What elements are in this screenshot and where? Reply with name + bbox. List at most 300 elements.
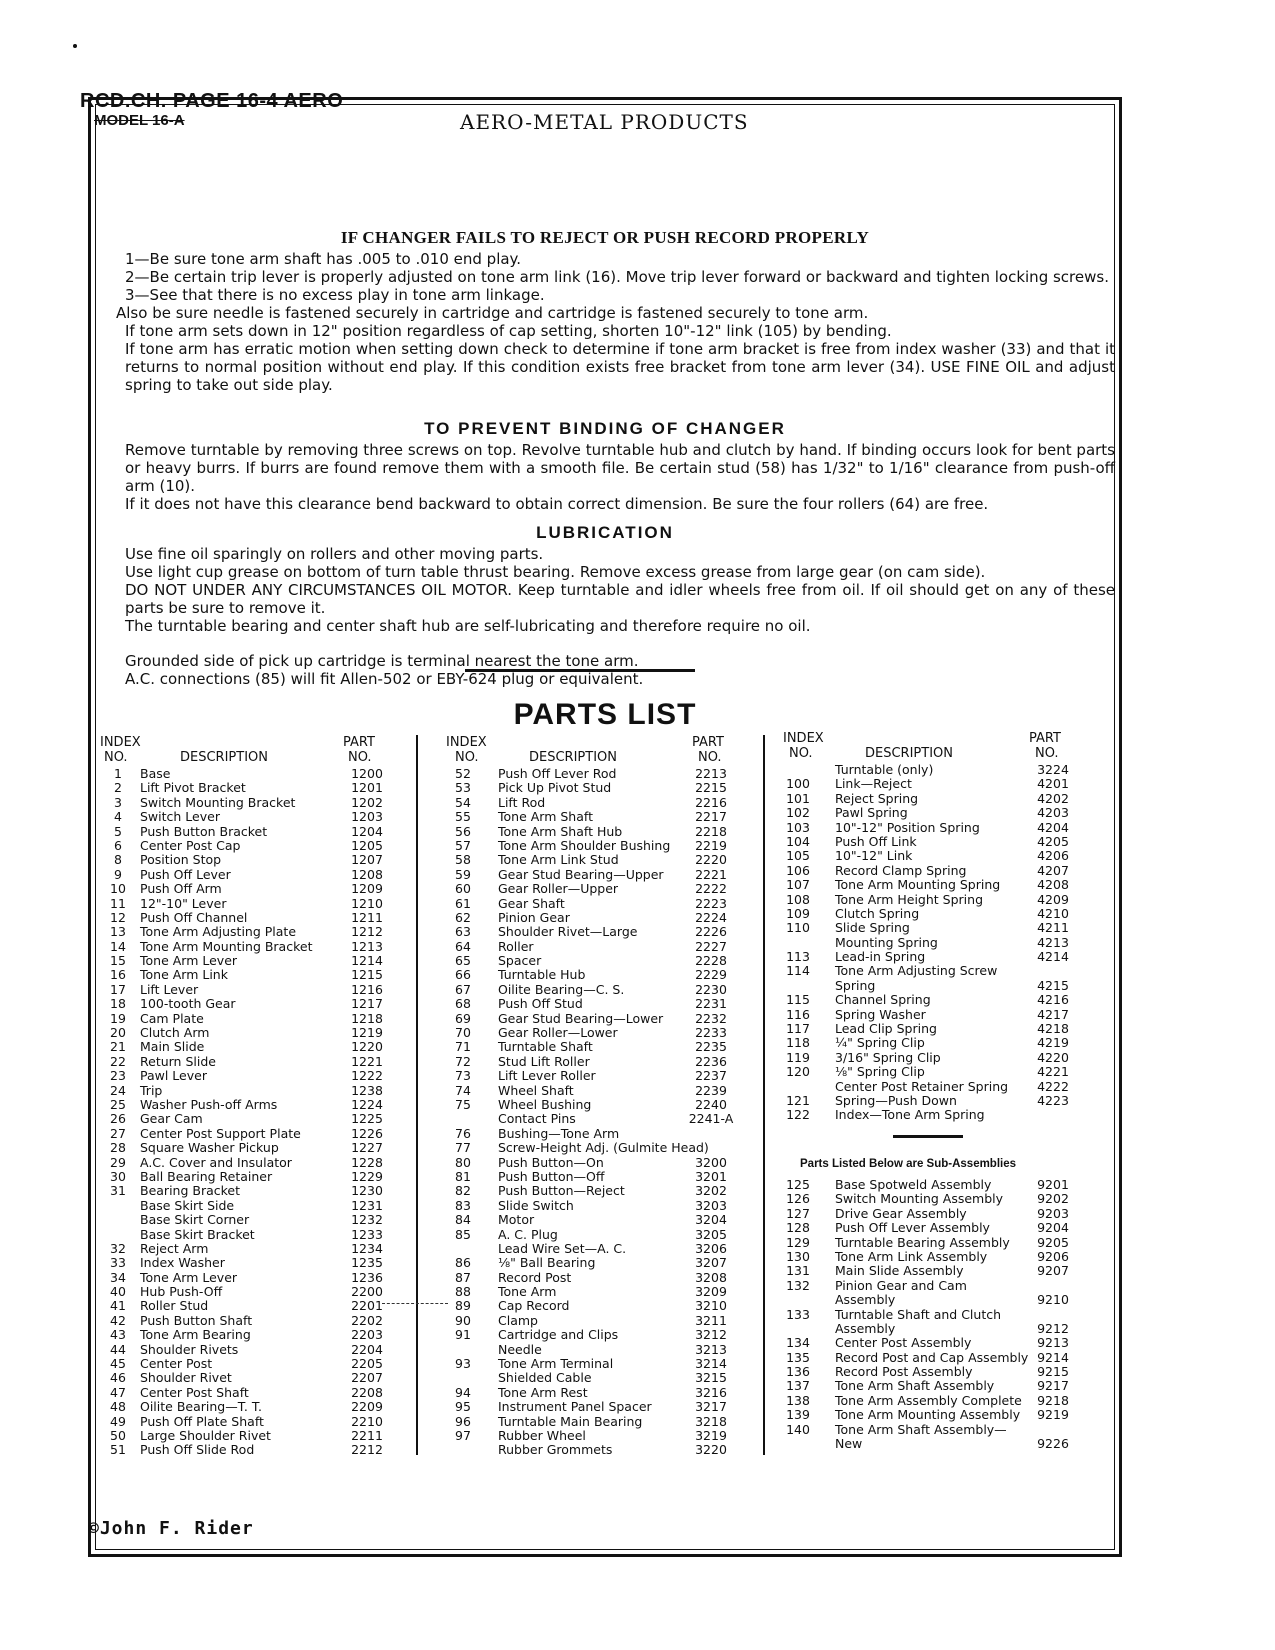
index-number: 122	[786, 1107, 810, 1123]
index-number: 65	[455, 953, 471, 969]
index-number: 13	[110, 924, 126, 940]
part-description: Bushing—Tone Arm	[498, 1125, 620, 1141]
parts-row	[446, 1415, 766, 1429]
parts-row	[100, 781, 418, 795]
index-number: 74	[455, 1082, 471, 1098]
parts-row	[446, 1069, 766, 1083]
parts-row	[783, 950, 1073, 964]
part-number: 2222	[695, 881, 727, 897]
index-number: 89	[455, 1298, 471, 1314]
part-number: 1238	[351, 1082, 383, 1098]
index-number: 125	[786, 1177, 810, 1192]
index-number: 94	[455, 1384, 471, 1400]
part-number: 2232	[695, 1010, 727, 1026]
part-description: Push Button Bracket	[140, 823, 268, 839]
part-description: Tone Arm Mounting Bracket	[140, 938, 313, 954]
part-description: Index—Tone Arm Spring	[835, 1107, 985, 1123]
part-description: Tone Arm Shaft Assembly—	[835, 1421, 1007, 1437]
part-number: 2212	[351, 1442, 383, 1458]
parts-row	[783, 777, 1073, 791]
part-description: 10"-12" Position Spring	[835, 819, 980, 835]
index-number: 103	[786, 819, 810, 835]
part-description: Reject Arm	[140, 1240, 209, 1256]
leader-line	[382, 1303, 448, 1304]
part-number: 1210	[351, 895, 383, 911]
part-description: Main Slide	[140, 1039, 205, 1055]
parts-row	[783, 1293, 1073, 1307]
part-description: Tone Arm Rest	[498, 1384, 588, 1400]
part-description: Gear Cam	[140, 1111, 203, 1127]
part-number: 2201	[351, 1298, 383, 1314]
part-number: 2221	[695, 866, 727, 882]
part-number: 4205	[1037, 833, 1069, 849]
parts-row	[446, 1127, 766, 1141]
part-description: Record Post and Cap Assembly	[835, 1349, 1029, 1365]
reject-line-6: If tone arm has erratic motion when setting down check to determine if tone arm bracket is free from index washer (33) and that it returns to normal position without end play. If this condition exists free bracket from tone arm lever (34). USE FINE OIL and adjust spring to take out side play.	[125, 340, 1115, 394]
part-description: Motor	[498, 1212, 535, 1228]
index-number: 10	[110, 881, 126, 897]
part-description: A.C. Cover and Insulator	[140, 1154, 292, 1170]
part-description: Rubber Wheel	[498, 1427, 586, 1443]
parts-row	[446, 1141, 766, 1155]
index-number: 117	[786, 1021, 810, 1037]
parts-row	[100, 1343, 418, 1357]
part-description: Turntable Hub	[498, 967, 586, 983]
part-description: Gear Stud Bearing—Lower	[498, 1010, 664, 1026]
index-number: 97	[455, 1427, 471, 1443]
part-number: 1211	[351, 909, 383, 925]
index-number: 136	[786, 1364, 810, 1380]
index-number: 17	[110, 981, 126, 997]
index-number: 120	[786, 1064, 810, 1080]
part-number: 2215	[695, 780, 727, 796]
parts-row	[783, 864, 1073, 878]
part-number: 1215	[351, 967, 383, 983]
index-number: 110	[786, 920, 810, 936]
index-number: 80	[455, 1154, 471, 1170]
part-number: 4209	[1037, 891, 1069, 907]
parts-row	[783, 1192, 1073, 1206]
parts-row	[446, 853, 766, 867]
part-number: 4216	[1037, 992, 1069, 1008]
part-number: 2209	[351, 1399, 383, 1415]
manufacturer-title: AERO-METAL PRODUCTS	[460, 110, 749, 134]
part-number: 2202	[351, 1312, 383, 1328]
index-number: 129	[786, 1234, 810, 1250]
parts-row	[783, 1207, 1073, 1221]
part-description: Base	[140, 766, 171, 781]
copyright-footer: ©John F. Rider	[88, 1518, 254, 1539]
index-no-header: NO.	[789, 746, 813, 761]
part-description: Push Off Slide Rod	[140, 1442, 255, 1458]
part-description: Rubber Grommets	[498, 1442, 613, 1458]
parts-row	[446, 1328, 766, 1342]
parts-row	[100, 767, 418, 781]
part-number: 1201	[351, 780, 383, 796]
part-description: Center Post	[140, 1356, 213, 1372]
part-description: Return Slide	[140, 1053, 216, 1069]
part-no-header: NO.	[698, 750, 722, 765]
index-number: 19	[110, 1010, 126, 1026]
index-number: 87	[455, 1269, 471, 1285]
part-number: 4218	[1037, 1021, 1069, 1037]
lubrication-line-2: Use light cup grease on bottom of turn table thrust bearing. Remove excess grease from large gear (on cam side).	[125, 563, 986, 581]
parts-row	[446, 1026, 766, 1040]
part-description: Turntable (only)	[835, 762, 934, 777]
parts-row	[783, 1322, 1073, 1336]
index-number: 58	[455, 852, 471, 868]
index-number: 116	[786, 1006, 810, 1022]
part-description: Push Off Arm	[140, 881, 222, 897]
index-number: 135	[786, 1349, 810, 1365]
part-description: Base Skirt Corner	[140, 1212, 250, 1228]
parts-row	[446, 1170, 766, 1184]
part-description: Push Off Lever Rod	[498, 766, 617, 781]
part-description: Oilite Bearing—C. S.	[498, 981, 625, 997]
part-number: 9218	[1037, 1392, 1069, 1408]
parts-row	[100, 925, 418, 939]
parts-row	[783, 835, 1073, 849]
parts-row	[100, 1386, 418, 1400]
index-number: 16	[110, 967, 126, 983]
part-number: 3224	[1037, 762, 1069, 777]
parts-row	[100, 997, 418, 1011]
index-number: 102	[786, 805, 810, 821]
part-number: 4220	[1037, 1049, 1069, 1065]
part-description: Lift Lever Roller	[498, 1068, 596, 1084]
part-description: Index Washer	[140, 1255, 225, 1271]
parts-rows	[100, 767, 418, 1458]
lubrication-line-1: Use fine oil sparingly on rollers and other moving parts.	[125, 545, 544, 563]
part-number: 1213	[351, 938, 383, 954]
part-number: 3204	[695, 1212, 727, 1228]
index-number: 139	[786, 1407, 810, 1423]
part-number: 2226	[695, 924, 727, 940]
parts-row	[783, 1080, 1073, 1094]
index-number: 11	[110, 895, 126, 911]
column-divider	[763, 735, 765, 1455]
parts-row	[446, 1084, 766, 1098]
index-number: 133	[786, 1306, 810, 1322]
binding-heading: TO PREVENT BINDING OF CHANGER	[424, 419, 786, 438]
part-description: Lead Wire Set—A. C.	[498, 1240, 627, 1256]
parts-row	[100, 1271, 418, 1285]
part-number: 3207	[695, 1255, 727, 1271]
part-description: Push Button—On	[498, 1154, 604, 1170]
index-number: 100	[786, 776, 810, 792]
parts-row	[783, 1094, 1073, 1108]
part-number: 3210	[695, 1298, 727, 1314]
reject-heading: IF CHANGER FAILS TO REJECT OR PUSH RECORD PROPERLY	[340, 228, 870, 247]
index-number: 83	[455, 1197, 471, 1213]
part-number: 1218	[351, 1010, 383, 1026]
index-number: 59	[455, 866, 471, 882]
part-number: 4210	[1037, 905, 1069, 921]
part-number: 9212	[1037, 1320, 1069, 1336]
part-description: Tone Arm Adjusting Plate	[140, 924, 297, 940]
index-number: 126	[786, 1191, 810, 1207]
part-description: Washer Push-off Arms	[140, 1096, 278, 1112]
part-description: Center Post Retainer Spring	[835, 1078, 1009, 1094]
subassembly-note: Parts Listed Below are Sub-Assemblies	[800, 1158, 1017, 1170]
parts-row	[783, 1264, 1073, 1278]
parts-row	[446, 1228, 766, 1242]
part-number: 9217	[1037, 1378, 1069, 1394]
parts-row	[446, 1386, 766, 1400]
part-description: Pinion Gear and Cam	[835, 1277, 967, 1293]
parts-row	[446, 825, 766, 839]
parts-row	[100, 1443, 418, 1457]
part-description: Tone Arm Shaft	[498, 809, 593, 825]
parts-row	[100, 1055, 418, 1069]
part-number: 2230	[695, 981, 727, 997]
part-number: 3201	[695, 1168, 727, 1184]
parts-rows	[783, 763, 1073, 1123]
part-number: 3206	[695, 1240, 727, 1256]
parts-row	[100, 1112, 418, 1126]
index-number: 84	[455, 1212, 471, 1228]
part-number: 1224	[351, 1096, 383, 1112]
part-description: Push Off Channel	[140, 909, 248, 925]
index-number: 62	[455, 909, 471, 925]
part-description: Assembly	[835, 1320, 896, 1336]
index-number: 26	[110, 1111, 126, 1127]
part-description: 3/16" Spring Clip	[835, 1049, 941, 1065]
index-number: 81	[455, 1168, 471, 1184]
parts-row	[446, 1343, 766, 1357]
binding-line-2: If it does not have this clearance bend backward to obtain correct dimension. Be sure the four rollers (64) are free.	[125, 495, 989, 513]
part-number: 3219	[695, 1427, 727, 1443]
index-number: 75	[455, 1096, 471, 1112]
part-number: 4207	[1037, 862, 1069, 878]
parts-row	[446, 1012, 766, 1026]
parts-row	[783, 806, 1073, 820]
part-header: PART	[692, 735, 724, 750]
parts-row	[100, 1199, 418, 1213]
parts-row	[100, 1170, 418, 1184]
speck-mark	[73, 44, 77, 48]
parts-row	[446, 954, 766, 968]
parts-row	[783, 1221, 1073, 1235]
part-no-header: NO.	[1035, 746, 1059, 761]
part-number: 2220	[695, 852, 727, 868]
index-number: 29	[110, 1154, 126, 1170]
index-number: 8	[114, 852, 122, 868]
part-description: Tone Arm Adjusting Screw	[835, 963, 998, 979]
parts-row	[446, 781, 766, 795]
part-number: 1217	[351, 996, 383, 1012]
parts-row	[100, 796, 418, 810]
parts-row	[100, 983, 418, 997]
parts-row	[783, 1365, 1073, 1379]
part-number: 2229	[695, 967, 727, 983]
part-number: 1203	[351, 809, 383, 825]
index-number: 107	[786, 877, 810, 893]
index-number: 41	[110, 1298, 126, 1314]
part-number: 4201	[1037, 776, 1069, 792]
parts-list-title: PARTS LIST	[513, 698, 697, 731]
parts-row	[100, 1285, 418, 1299]
part-description: Gear Roller—Upper	[498, 881, 619, 897]
parts-row	[446, 911, 766, 925]
parts-row	[100, 1213, 418, 1227]
parts-row	[100, 853, 418, 867]
parts-row	[100, 1415, 418, 1429]
part-description: Roller	[498, 938, 534, 954]
part-number: 3209	[695, 1284, 727, 1300]
part-description: Tone Arm Lever	[140, 1269, 238, 1285]
parts-row	[446, 1299, 766, 1313]
index-number: 48	[110, 1399, 126, 1415]
reject-line-4: Also be sure needle is fastened securely in cartridge and cartridge is fastened securely to tone arm.	[116, 304, 869, 322]
part-description: Roller Stud	[140, 1298, 209, 1314]
parts-row	[783, 964, 1073, 978]
parts-row	[100, 968, 418, 982]
part-description: Bearing Bracket	[140, 1183, 240, 1199]
reject-line-1: 1—Be sure tone arm shaft has .005 to .010 end play.	[125, 250, 522, 268]
index-number: 33	[110, 1255, 126, 1271]
part-description: 100-tooth Gear	[140, 996, 236, 1012]
parts-rows	[783, 1178, 1073, 1451]
index-number: 61	[455, 895, 471, 911]
part-description: Switch Lever	[140, 809, 220, 825]
part-number: 4215	[1037, 977, 1069, 993]
parts-row	[100, 882, 418, 896]
lubrication-heading: LUBRICATION	[536, 523, 674, 542]
parts-row	[783, 1351, 1073, 1365]
column-header	[783, 731, 1073, 763]
index-number: 137	[786, 1378, 810, 1394]
parts-row	[100, 1012, 418, 1026]
parts-row	[783, 1022, 1073, 1036]
part-description: Trip	[140, 1082, 163, 1098]
part-number: 1219	[351, 1025, 383, 1041]
parts-row	[446, 1156, 766, 1170]
part-description: Lead-in Spring	[835, 949, 926, 965]
part-description: Pinion Gear	[498, 909, 570, 925]
parts-row	[100, 1040, 418, 1054]
parts-row	[100, 1314, 418, 1328]
reject-line-5: If tone arm sets down in 12" position regardless of cap setting, shorten 10"-12" link (105) by bending.	[125, 322, 892, 340]
index-number: 71	[455, 1039, 471, 1055]
part-number: 2224	[695, 909, 727, 925]
part-description: Center Post Cap	[140, 837, 241, 853]
parts-row	[446, 1314, 766, 1328]
part-description: 12"-10" Lever	[140, 895, 227, 911]
index-number: 95	[455, 1399, 471, 1415]
part-description: A. C. Plug	[498, 1226, 558, 1242]
part-number: 1222	[351, 1068, 383, 1084]
part-number: 3203	[695, 1197, 727, 1213]
part-description: Turntable Shaft	[498, 1039, 593, 1055]
part-number: 2203	[351, 1327, 383, 1343]
part-description: Record Post	[498, 1269, 572, 1285]
index-number: 119	[786, 1049, 810, 1065]
index-number: 64	[455, 938, 471, 954]
index-number: 42	[110, 1312, 126, 1328]
part-number: 9210	[1037, 1292, 1069, 1308]
index-number: 130	[786, 1248, 810, 1264]
index-number: 49	[110, 1413, 126, 1429]
part-number: 4211	[1037, 920, 1069, 936]
index-number: 51	[110, 1442, 126, 1458]
index-number: 3	[114, 794, 122, 810]
part-description: Record Post Assembly	[835, 1364, 973, 1380]
part-number: 4217	[1037, 1006, 1069, 1022]
index-number: 9	[114, 866, 122, 882]
index-number: 23	[110, 1068, 126, 1084]
parts-row	[446, 767, 766, 781]
parts-row	[100, 1256, 418, 1270]
parts-column-2	[446, 735, 766, 1458]
index-number: 115	[786, 992, 810, 1008]
index-number: 132	[786, 1277, 810, 1293]
index-number: 34	[110, 1269, 126, 1285]
parts-row	[446, 1199, 766, 1213]
part-description: Needle	[498, 1341, 542, 1357]
parts-row	[100, 1084, 418, 1098]
column-divider	[416, 735, 418, 1455]
parts-row	[783, 1279, 1073, 1293]
index-number: 31	[110, 1183, 126, 1199]
parts-row	[783, 893, 1073, 907]
part-description: Push Button—Reject	[498, 1183, 625, 1199]
index-number: 1	[114, 766, 122, 781]
parts-row	[100, 1127, 418, 1141]
part-number: 2237	[695, 1068, 727, 1084]
part-description: Screw-Height Adj. (Gulmite Head)	[498, 1140, 709, 1156]
parts-row	[446, 1055, 766, 1069]
part-number: 9215	[1037, 1364, 1069, 1380]
part-number: 9206	[1037, 1248, 1069, 1264]
parts-row	[783, 1250, 1073, 1264]
index-number: 101	[786, 790, 810, 806]
part-description: Tone Arm Link Stud	[498, 852, 619, 868]
part-number: 4206	[1037, 848, 1069, 864]
part-description: Push Off Stud	[498, 996, 583, 1012]
parts-row	[100, 940, 418, 954]
parts-row	[783, 936, 1073, 950]
parts-row	[100, 954, 418, 968]
part-description: Tone Arm Bearing	[140, 1327, 251, 1343]
index-number: 6	[114, 837, 122, 853]
index-number: 46	[110, 1370, 126, 1386]
parts-row	[100, 1026, 418, 1040]
parts-row	[446, 1443, 766, 1457]
parts-row	[100, 1242, 418, 1256]
part-description: Clamp	[498, 1312, 538, 1328]
part-description: Turntable Bearing Assembly	[835, 1234, 1010, 1250]
index-number: 88	[455, 1284, 471, 1300]
part-description: Base Skirt Side	[140, 1197, 235, 1213]
parts-row	[100, 897, 418, 911]
index-number: 77	[455, 1140, 471, 1156]
part-description: Push Button—Off	[498, 1168, 605, 1184]
part-number: 9214	[1037, 1349, 1069, 1365]
parts-row	[446, 796, 766, 810]
part-description: Tone Arm Mounting Spring	[835, 877, 1001, 893]
part-number: 2205	[351, 1356, 383, 1372]
part-number: 3216	[695, 1384, 727, 1400]
subassembly-divider	[893, 1135, 963, 1138]
part-description: Cap Record	[498, 1298, 570, 1314]
index-number: 138	[786, 1392, 810, 1408]
parts-row	[446, 810, 766, 824]
part-description: Turntable Shaft and Clutch	[835, 1306, 1002, 1322]
parts-row	[783, 1408, 1073, 1422]
part-number: 2210	[351, 1413, 383, 1429]
parts-row	[446, 1400, 766, 1414]
